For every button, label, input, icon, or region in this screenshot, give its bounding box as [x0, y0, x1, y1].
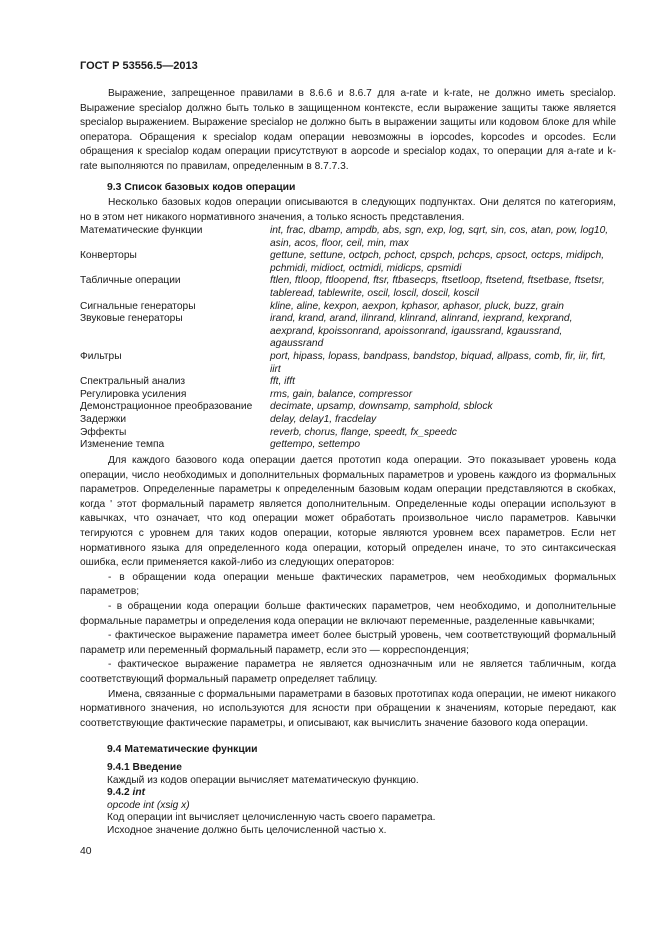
category-label: Эффекты: [80, 426, 127, 438]
list-item: - в обращении кода операции больше фактических параметров, чем необходимо, и дополнительные формальные параметры и определения кода операции не включают переменные, разделенные кавычками;: [80, 600, 616, 627]
table-row: [80, 275, 616, 300]
subsection-text: Каждый из кодов операции вычисляет математическую функцию.: [107, 774, 419, 786]
list-item: - фактическое выражение параметра имеет более быстрый уровень, чем соответствующий формальный параметр или переменный формальный параметр, если это — корреспонденция;: [80, 630, 616, 656]
category-opcodes: kline, aline, kexpon, aexpon, kphasor, aphasor, pluck, buzz, grain: [270, 300, 564, 312]
category-opcodes: fft, ifft: [270, 376, 295, 388]
section-9-3-title: 9.3 Список базовых кодов операции: [107, 182, 296, 193]
subsection-title: 9.4.1 Введение: [107, 762, 182, 773]
table-row: [80, 351, 616, 376]
category-label: Спектральный анализ: [80, 376, 186, 388]
opcode-name: int: [132, 787, 145, 799]
opcode-prototype: opcode int (xsig x): [107, 799, 190, 811]
category-label: Демонстрационное преобразование: [80, 401, 253, 413]
table-row: [80, 414, 616, 427]
category-label: Изменение темпа: [80, 439, 165, 451]
table-row: [80, 313, 616, 351]
category-label: Конверторы: [80, 250, 137, 262]
category-opcodes: rms, gain, balance, compressor: [270, 388, 413, 400]
category-opcodes: port, hipass, lopass, bandpass, bandstop, biquad, allpass, comb, fir, iir, firt, iirt: [270, 350, 606, 375]
intro-paragraph: Выражение, запрещенное правилами в 8.6.6 и 8.6.7 для a-rate и k-rate, не должно иметь specialop. Выражение specialop должно быть только в защищенном контексте, если выражение защиты также является specialop выражением. Выражение specialop не должно быть в выражении защиты или кодовом блоке для while оператора. Обращения к specialop кодам операции невозможны в iopcodes, kopcodes и opcodes. Если обращения к specialop кодам операции присутствуют в aopcode и specialop кодах, то операции для a-rate и k-rate выполняются по правилам, определенным в 8.7.7.3.: [80, 88, 616, 172]
section-9-4-title: 9.4 Математические функции: [107, 744, 258, 755]
category-label: Сигнальные генераторы: [80, 300, 196, 312]
table-row: [80, 389, 616, 402]
category-opcodes: ftlen, ftloop, ftloopend, ftsr, ftbasecps, ftsetloop, ftsetend, ftsetbase, ftsetsr, tableread, tablewrite, oscil, loscil, doscil, koscil: [270, 275, 605, 299]
lead-paragraph: Несколько базовых кодов операции описываются в следующих подпунктах. Они делятся по категориям, но в этом нет никакого нормативного значения, а только ясность представления.: [80, 197, 616, 223]
table-row: [80, 301, 616, 314]
table-row: [80, 250, 616, 275]
opcode-category-table: [80, 225, 616, 452]
subsection-title: [107, 787, 435, 800]
category-opcodes: int, frac, dbamp, ampdb, abs, sgn, exp, log, sqrt, sin, cos, atan, pow, log10, asin, acos, floor, ceil, min, max: [270, 225, 609, 249]
subsection-text: Исходное значение должно быть целочисленной частью x.: [107, 824, 387, 836]
list-item: - в обращении кода операции меньше фактических параметров, чем необходимых формальных параметров;: [80, 571, 616, 598]
table-row: [80, 401, 616, 414]
category-opcodes: gettempo, settempo: [270, 439, 361, 451]
table-row: [80, 376, 616, 389]
prototype-rules-text: [80, 454, 616, 731]
document-header: ГОСТ Р 53556.5—2013: [80, 60, 198, 72]
category-label: Звуковые генераторы: [80, 313, 183, 325]
category-opcodes: delay, delay1, fracdelay: [270, 413, 377, 425]
category-label: Математические функции: [80, 225, 203, 236]
section-9-3-lead: [80, 196, 616, 225]
body-paragraph: Имена, связанные с формальными параметрами в базовых прототипах кода операции, не имеют никакого нормативного значения, но используются для ясности при обращении к значениям, которые передают, как соответствующие фактические параметры, и описывают, как вычислить значение базового кода операции.: [80, 688, 616, 729]
page-number: 40: [80, 846, 92, 857]
table-row: [80, 427, 616, 440]
table-row: [80, 439, 616, 452]
body-paragraph: Для каждого базового кода операции дается прототип кода операции. Это показывает уровень кода операции, число необходимых и дополнительных формальных параметров и уровень каждого из формальных параметров. Определенные параметры к определенным базовым кодам операции представляются в скобках, когда ' этот формальный параметр является дополнительным. Определенные коды операции используют в кавычках, что означает, что код операции может обработать произвольное число параметров. Кавычки тегируются с уровнем для таких кодов операции, которые являются уровнем всех параметров. Если нет нормативного языка для определенного кода операции, который определен иначе, то это синтаксическая ошибка, если применяется какой-либо из следующих операторов:: [80, 455, 616, 569]
section-9-4-1: [107, 762, 435, 838]
list-item: - фактическое выражение параметра не является однозначным или не является табличным, когда соответствующий формальный параметр определяет таблицу.: [80, 659, 616, 685]
intro-text: [80, 87, 616, 175]
table-row: [80, 225, 616, 250]
category-label: Фильтры: [80, 350, 122, 362]
subsection-number: 9.4.2: [107, 787, 130, 799]
category-opcodes: reverb, chorus, flange, speedt, fx_speedc: [270, 426, 457, 438]
category-opcodes: irand, krand, arand, ilinrand, klinrand, alinrand, iexprand, kexprand, aexprand, kpoissonrand, apoissonrand, igaussrand, kgaussrand, agaussrand: [270, 313, 573, 350]
category-opcodes: gettune, settune, octpch, pchoct, cpspch, pchcps, cpsoct, octcps, midipch, pchmidi, midioct, octmidi, midicps, cpsmidi: [270, 250, 605, 274]
category-label: Табличные операции: [80, 275, 181, 287]
category-opcodes: decimate, upsamp, downsamp, samphold, sblock: [270, 401, 493, 413]
category-label: Регулировка усиления: [80, 388, 187, 400]
subsection-text: Код операции int вычисляет целочисленную часть своего параметра.: [107, 812, 436, 824]
category-label: Задержки: [80, 413, 127, 425]
